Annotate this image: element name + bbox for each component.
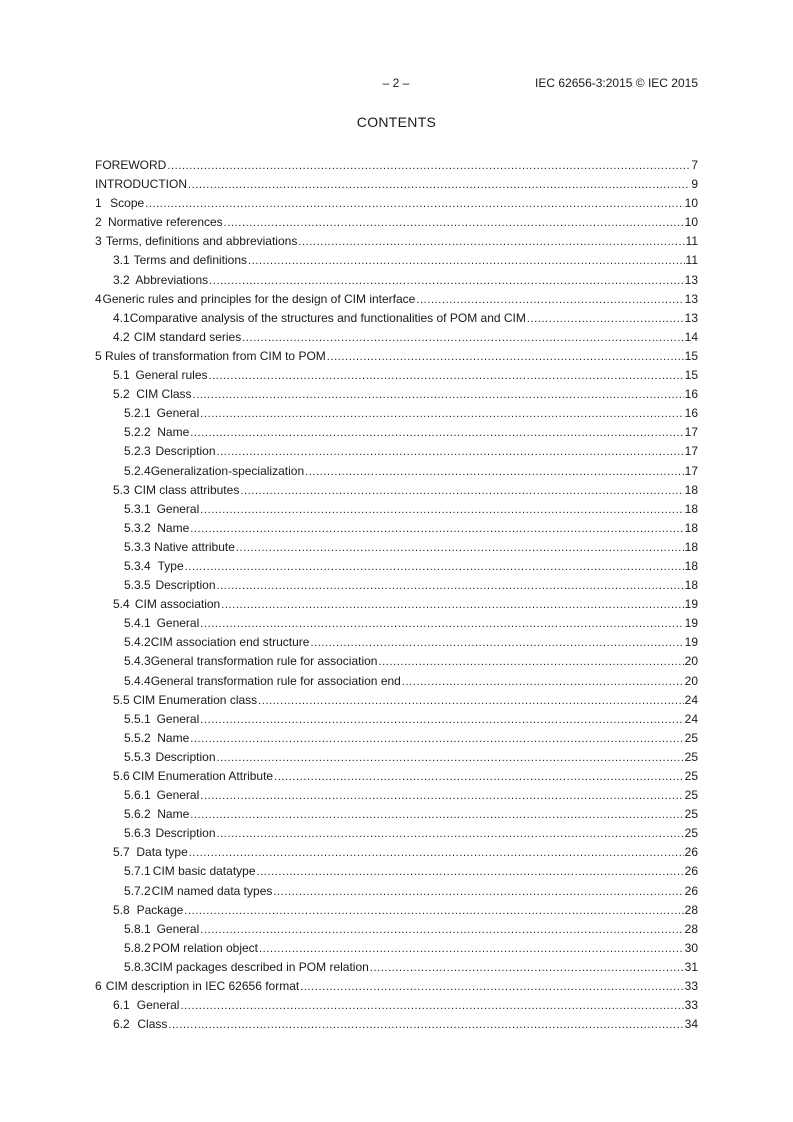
toc-entry-page: 18: [684, 558, 698, 573]
toc-entry-page: 25: [684, 769, 698, 783]
toc-entry[interactable]: [95, 614, 698, 633]
toc-entry-page: 11: [685, 234, 698, 249]
toc-entry-page: 18: [684, 539, 698, 554]
toc-entry-page: 7: [691, 158, 698, 172]
toc-entry-title: CIM packages described in POM relation: [150, 959, 369, 974]
toc-entry[interactable]: [95, 442, 698, 461]
toc-dot-leader: [378, 652, 683, 671]
toc-entry-page: 17: [684, 444, 698, 459]
toc-entry-number: 6.1: [113, 998, 130, 1013]
toc-entry-page: 26: [684, 845, 698, 860]
toc-dot-leader: [188, 175, 690, 194]
toc-entry-number: 5.3.3: [124, 539, 151, 554]
toc-dot-leader: [190, 423, 683, 442]
toc-entry-number: 5.5.2: [124, 730, 151, 745]
toc-entry-title: General: [156, 711, 200, 726]
toc-entry[interactable]: [95, 920, 698, 939]
toc-entry[interactable]: [95, 232, 698, 251]
toc-dot-leader: [184, 901, 683, 920]
toc-entry-page: 25: [684, 826, 698, 841]
toc-entry[interactable]: [95, 423, 698, 442]
toc-entry[interactable]: [95, 748, 698, 767]
toc-entry-page: 25: [684, 807, 698, 822]
toc-entry-page: 24: [684, 692, 698, 707]
toc-entry[interactable]: [95, 156, 698, 175]
toc-entry-page: 19: [684, 597, 698, 612]
toc-entry-title: General: [136, 998, 180, 1013]
toc-entry[interactable]: [95, 882, 698, 901]
toc-dot-leader: [145, 194, 683, 213]
toc-dot-leader: [190, 519, 683, 538]
toc-entry-title: CIM Enumeration class: [133, 692, 258, 707]
toc-entry-title: Generalization-specialization: [150, 463, 305, 478]
toc-entry-page: 28: [684, 902, 698, 917]
toc-entry-title: Rules of transformation from CIM to POM: [105, 348, 326, 363]
toc-entry[interactable]: [95, 652, 698, 671]
toc-dot-leader: [168, 1015, 683, 1034]
toc-dot-leader: [310, 633, 683, 652]
toc-entry-number: 3.1: [113, 253, 130, 268]
toc-entry[interactable]: [95, 691, 698, 710]
toc-entry-number: 5.4.3: [124, 654, 151, 669]
toc-entry[interactable]: [95, 194, 698, 213]
toc-entry-title: CIM class attributes: [133, 482, 240, 497]
toc-dot-leader: [527, 309, 684, 328]
toc-entry-title: Abbreviations: [135, 272, 209, 287]
toc-entry-title: General: [156, 501, 200, 516]
page-number: – 2 –: [382, 76, 410, 90]
toc-entry-page: 20: [684, 673, 698, 688]
toc-entry[interactable]: [95, 462, 698, 481]
toc-entry-number: 5.7.2: [124, 883, 151, 898]
toc-entry-number: 5.4.1: [124, 616, 151, 631]
toc-entry-title: Description: [155, 826, 216, 841]
toc-entry-number: 4.2: [113, 329, 130, 344]
toc-entry-number: 5.3.2: [124, 520, 151, 535]
toc-entry-number: 5.8.2: [124, 940, 151, 955]
toc-entry[interactable]: [95, 271, 698, 290]
toc-entry-page: 14: [684, 329, 698, 344]
toc-dot-leader: [274, 767, 684, 786]
toc-entry-number: 5.2: [113, 387, 130, 402]
toc-entry-title: General transformation rule for association: [150, 654, 378, 669]
toc-entry-page: 13: [684, 310, 698, 325]
toc-entry-title: General transformation rule for association end: [150, 673, 401, 688]
toc-entry[interactable]: [95, 996, 698, 1015]
toc-entry-title: CIM named data types: [151, 883, 273, 898]
toc-entry[interactable]: [95, 213, 698, 232]
toc-dot-leader: [298, 232, 684, 251]
toc-entry[interactable]: [95, 824, 698, 843]
toc-dot-leader: [273, 882, 683, 901]
toc-entry-number: 5.2.2: [124, 425, 151, 440]
toc-entry[interactable]: [95, 557, 698, 576]
toc-entry-page: 15: [684, 348, 698, 363]
toc-entry-page: 10: [684, 215, 698, 230]
toc-entry-title: Type: [157, 558, 184, 573]
toc-entry[interactable]: [95, 958, 698, 977]
toc-entry-title: Name: [157, 425, 190, 440]
toc-entry-title: FOREWORD: [95, 158, 167, 172]
toc-entry-number: 5.2.1: [124, 406, 151, 421]
toc-entry-title: Name: [157, 807, 190, 822]
toc-entry-title: Description: [155, 749, 216, 764]
toc-entry-title: INTRODUCTION: [95, 177, 187, 192]
toc-entry[interactable]: [95, 729, 698, 748]
toc-entry[interactable]: [95, 939, 698, 958]
toc-entry-page: 15: [684, 368, 698, 383]
toc-entry-title: Class: [137, 1017, 168, 1032]
toc-entry-title: POM relation object: [152, 940, 258, 955]
toc-entry[interactable]: [95, 538, 698, 557]
toc-dot-leader: [200, 404, 683, 423]
toc-dot-leader: [242, 328, 683, 347]
toc-entry-page: 20: [684, 654, 698, 669]
toc-entry-title: General rules: [135, 368, 208, 383]
toc-dot-leader: [327, 347, 684, 366]
toc-entry-number: 5.5: [113, 692, 130, 707]
toc-entry-page: 13: [684, 291, 698, 306]
toc-dot-leader: [402, 672, 684, 691]
toc-entry-title: Normative references: [107, 215, 223, 230]
toc-entry[interactable]: [95, 175, 698, 194]
toc-dot-leader: [193, 385, 684, 404]
toc-entry-page: 18: [684, 520, 698, 535]
toc-entry-title: Generic rules and principles for the design of CIM interface: [102, 291, 416, 306]
table-of-contents: [95, 156, 698, 1034]
toc-entry-page: 18: [684, 501, 698, 516]
toc-entry-title: CIM association end structure: [150, 635, 310, 650]
toc-entry-title: Terms and definitions: [133, 253, 248, 268]
toc-entry[interactable]: [95, 328, 698, 347]
toc-entry-title: General: [156, 616, 200, 631]
toc-entry-number: 5.3.4: [124, 558, 151, 573]
toc-entry-page: 19: [684, 616, 698, 631]
toc-dot-leader: [224, 213, 684, 232]
toc-entry[interactable]: [95, 786, 698, 805]
toc-entry-page: 18: [684, 482, 698, 497]
toc-entry-page: 28: [684, 921, 698, 936]
toc-dot-leader: [300, 977, 683, 996]
toc-dot-leader: [180, 996, 683, 1015]
toc-entry-title: CIM standard series: [133, 329, 242, 344]
toc-dot-leader: [190, 805, 683, 824]
toc-dot-leader: [240, 481, 683, 500]
toc-entry-title: CIM basic datatype: [152, 864, 256, 879]
toc-entry-title: Description: [155, 444, 216, 459]
toc-entry-title: Name: [157, 730, 190, 745]
toc-entry-title: Terms, definitions and abbreviations: [105, 234, 298, 249]
toc-entry-number: 5.8: [113, 902, 130, 917]
toc-dot-leader: [190, 729, 683, 748]
toc-entry[interactable]: [95, 385, 698, 404]
toc-dot-leader: [200, 710, 683, 729]
toc-entry-page: 24: [684, 711, 698, 726]
toc-entry-number: 5.2.3: [124, 444, 151, 459]
toc-entry-page: 19: [684, 635, 698, 650]
toc-entry-number: 3: [95, 234, 102, 249]
toc-entry-number: 6.2: [113, 1017, 130, 1032]
toc-dot-leader: [209, 271, 684, 290]
toc-entry-number: 5.8.3: [124, 959, 151, 974]
toc-dot-leader: [217, 824, 684, 843]
toc-dot-leader: [167, 156, 690, 175]
toc-entry-number: 5.4: [113, 597, 130, 612]
toc-entry-title: CIM Enumeration Attribute: [132, 769, 274, 783]
toc-entry-number: 5.6: [113, 769, 130, 783]
toc-entry[interactable]: [95, 366, 698, 385]
toc-dot-leader: [257, 862, 684, 881]
toc-dot-leader: [200, 614, 683, 633]
toc-entry-number: 2: [95, 215, 102, 230]
toc-entry-number: 3.2: [113, 272, 130, 287]
toc-entry-number: 5.4.2: [124, 635, 151, 650]
toc-entry[interactable]: [95, 710, 698, 729]
toc-entry-title: Package: [136, 902, 184, 917]
toc-dot-leader: [370, 958, 684, 977]
toc-dot-leader: [200, 500, 683, 519]
toc-entry-number: 5.2.4: [124, 463, 151, 478]
toc-entry-number: 5.4.4: [124, 673, 151, 688]
toc-entry-page: 34: [684, 1017, 698, 1032]
toc-entry-page: 17: [684, 463, 698, 478]
toc-entry-page: 33: [684, 998, 698, 1013]
toc-dot-leader: [189, 843, 684, 862]
toc-entry[interactable]: [95, 862, 698, 881]
toc-entry-title: General: [156, 406, 200, 421]
toc-entry-number: 5.7: [113, 845, 130, 860]
toc-entry-title: General: [156, 921, 200, 936]
toc-entry[interactable]: [95, 1015, 698, 1034]
contents-title: CONTENTS: [356, 114, 437, 130]
toc-entry-number: 5.1: [113, 368, 130, 383]
toc-entry-page: 17: [684, 425, 698, 440]
toc-entry-page: 16: [684, 406, 698, 421]
toc-entry-page: 30: [684, 940, 698, 955]
toc-entry-page: 25: [684, 730, 698, 745]
toc-entry[interactable]: [95, 576, 698, 595]
toc-entry[interactable]: [95, 404, 698, 423]
toc-entry[interactable]: [95, 977, 698, 996]
toc-entry-number: 5.6.1: [124, 788, 151, 803]
toc-entry-title: Native attribute: [154, 539, 235, 554]
toc-entry-number: 4.1: [113, 310, 130, 325]
toc-entry-page: 10: [684, 196, 698, 211]
toc-entry-number: 5.7.1: [124, 864, 151, 879]
toc-entry-number: 5.3: [113, 482, 130, 497]
toc-entry[interactable]: [95, 500, 698, 519]
toc-entry[interactable]: [95, 767, 698, 786]
toc-entry-title: Comparative analysis of the structures and functionalities of POM and CIM: [129, 310, 526, 325]
toc-entry[interactable]: [95, 309, 698, 328]
toc-dot-leader: [217, 576, 684, 595]
toc-entry[interactable]: [95, 805, 698, 824]
toc-dot-leader: [185, 557, 684, 576]
toc-entry-number: 5.8.1: [124, 921, 151, 936]
toc-dot-leader: [248, 251, 685, 270]
toc-entry-page: 26: [684, 883, 698, 898]
toc-entry[interactable]: [95, 595, 698, 614]
toc-dot-leader: [217, 748, 684, 767]
toc-entry-number: 1: [95, 196, 102, 211]
toc-dot-leader: [416, 290, 683, 309]
toc-entry-number: 6: [95, 979, 102, 994]
toc-entry-page: 18: [684, 578, 698, 593]
toc-entry[interactable]: [95, 290, 698, 309]
toc-entry-title: Description: [155, 578, 216, 593]
toc-entry-number: 4: [95, 291, 102, 306]
toc-entry-page: 13: [684, 272, 698, 287]
toc-dot-leader: [209, 366, 684, 385]
toc-entry-page: 33: [684, 979, 698, 994]
toc-entry[interactable]: [95, 519, 698, 538]
toc-dot-leader: [200, 920, 683, 939]
toc-entry-title: Name: [157, 520, 190, 535]
toc-entry[interactable]: [95, 481, 698, 500]
toc-entry[interactable]: [95, 633, 698, 652]
toc-entry-number: 5.6.2: [124, 807, 151, 822]
toc-entry-page: 11: [685, 253, 698, 268]
toc-dot-leader: [305, 462, 684, 481]
toc-entry[interactable]: [95, 843, 698, 862]
toc-entry-number: 5.5.1: [124, 711, 151, 726]
toc-dot-leader: [200, 786, 683, 805]
toc-entry[interactable]: [95, 347, 698, 366]
copyright-notice: IEC 62656-3:2015 © IEC 2015: [535, 76, 698, 90]
toc-entry-page: 25: [684, 788, 698, 803]
toc-entry-number: 5.5.3: [124, 749, 151, 764]
toc-dot-leader: [217, 442, 684, 461]
toc-entry-number: 5.3.5: [124, 578, 151, 593]
toc-dot-leader: [258, 691, 683, 710]
toc-dot-leader: [221, 595, 683, 614]
toc-entry-page: 9: [691, 177, 698, 192]
toc-entry-title: CIM Class: [136, 387, 192, 402]
toc-entry-title: CIM description in IEC 62656 format: [105, 979, 300, 994]
toc-entry-page: 31: [684, 959, 698, 974]
toc-entry[interactable]: [95, 672, 698, 691]
toc-entry-number: 5.3.1: [124, 501, 151, 516]
toc-entry-page: 16: [684, 387, 698, 402]
toc-entry[interactable]: [95, 251, 698, 270]
toc-dot-leader: [236, 538, 684, 557]
toc-entry-number: 5: [95, 348, 102, 363]
toc-entry-page: 26: [684, 864, 698, 879]
toc-entry-title: CIM association: [134, 597, 221, 612]
toc-entry-number: 5.6.3: [124, 826, 151, 841]
toc-dot-leader: [259, 939, 684, 958]
toc-entry-title: General: [156, 788, 200, 803]
toc-entry-page: 25: [684, 749, 698, 764]
toc-entry-title: Scope: [110, 196, 145, 211]
toc-entry[interactable]: [95, 901, 698, 920]
toc-entry-title: Data type: [136, 845, 188, 860]
